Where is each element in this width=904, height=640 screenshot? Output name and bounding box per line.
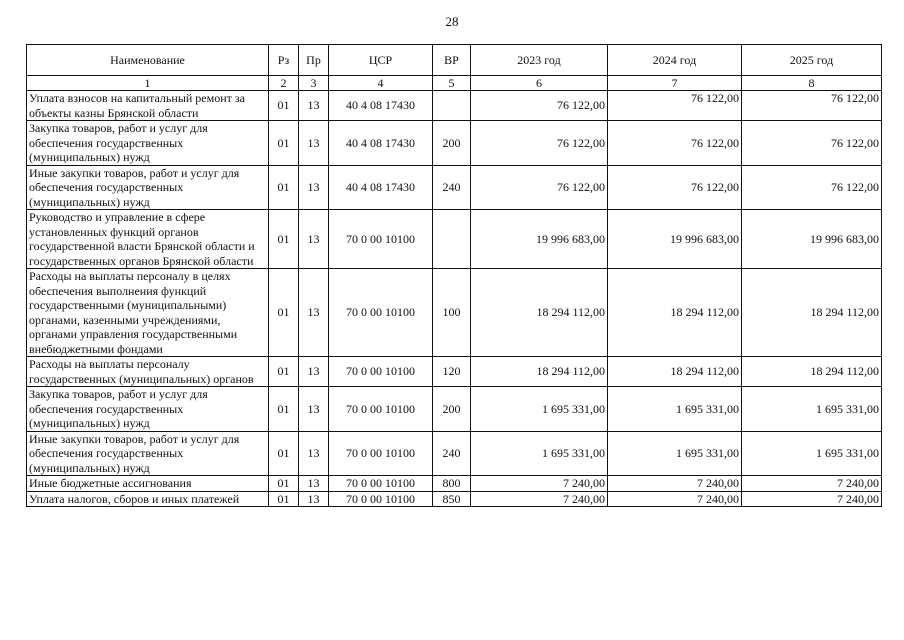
row-vr	[433, 210, 471, 269]
column-number: 7	[608, 76, 742, 91]
row-rz: 01	[269, 210, 299, 269]
column-number: 6	[471, 76, 608, 91]
row-rz: 01	[269, 91, 299, 121]
row-vr: 100	[433, 269, 471, 357]
row-name: Иные бюджетные ассигнования	[27, 476, 269, 492]
row-2025: 7 240,00	[742, 476, 882, 492]
row-csr: 70 0 00 10100	[329, 210, 433, 269]
row-rz: 01	[269, 476, 299, 492]
row-name: Руководство и управление в сфере установленных функций органов государственной власти Брянской области и государственных органов Брянской области	[27, 210, 269, 269]
row-csr: 40 4 08 17430	[329, 165, 433, 210]
row-2023: 18 294 112,00	[471, 357, 608, 387]
row-2024: 7 240,00	[608, 476, 742, 492]
row-name: Иные закупки товаров, работ и услуг для обеспечения государственных (муниципальных) нужд	[27, 165, 269, 210]
row-rz: 01	[269, 121, 299, 166]
row-csr: 70 0 00 10100	[329, 269, 433, 357]
header-vr: ВР	[433, 45, 471, 76]
column-number: 5	[433, 76, 471, 91]
row-pr: 13	[299, 165, 329, 210]
row-2023: 18 294 112,00	[471, 269, 608, 357]
row-name: Уплата взносов на капитальный ремонт за объекты казны Брянской области	[27, 91, 269, 121]
row-2025: 76 122,00	[742, 121, 882, 166]
row-rz: 01	[269, 431, 299, 476]
row-2024: 1 695 331,00	[608, 431, 742, 476]
row-2024: 76 122,00	[608, 121, 742, 166]
header-pr: Пр	[299, 45, 329, 76]
row-2025: 18 294 112,00	[742, 269, 882, 357]
row-csr: 70 0 00 10100	[329, 431, 433, 476]
row-rz: 01	[269, 269, 299, 357]
row-2023: 19 996 683,00	[471, 210, 608, 269]
column-number: 1	[27, 76, 269, 91]
row-2024: 7 240,00	[608, 491, 742, 507]
row-2023: 1 695 331,00	[471, 431, 608, 476]
row-name: Уплата налогов, сборов и иных платежей	[27, 491, 269, 507]
column-number: 8	[742, 76, 882, 91]
header-2025: 2025 год	[742, 45, 882, 76]
budget-table	[26, 44, 882, 507]
row-rz: 01	[269, 491, 299, 507]
row-2025: 7 240,00	[742, 491, 882, 507]
row-name: Закупка товаров, работ и услуг для обеспечения государственных (муниципальных) нужд	[27, 121, 269, 166]
table-row	[27, 476, 882, 492]
row-vr: 200	[433, 121, 471, 166]
table-row	[27, 121, 882, 166]
header-2024: 2024 год	[608, 45, 742, 76]
header-csr: ЦСР	[329, 45, 433, 76]
table-row	[27, 387, 882, 432]
row-2024: 18 294 112,00	[608, 357, 742, 387]
row-csr: 70 0 00 10100	[329, 491, 433, 507]
row-vr: 800	[433, 476, 471, 492]
row-rz: 01	[269, 165, 299, 210]
row-pr: 13	[299, 387, 329, 432]
column-number: 2	[269, 76, 299, 91]
row-vr	[433, 91, 471, 121]
column-number: 3	[299, 76, 329, 91]
row-pr: 13	[299, 491, 329, 507]
row-vr: 850	[433, 491, 471, 507]
row-2023: 76 122,00	[471, 165, 608, 210]
row-pr: 13	[299, 476, 329, 492]
row-2025: 76 122,00	[742, 91, 882, 121]
row-2023: 7 240,00	[471, 491, 608, 507]
row-2024: 76 122,00	[608, 165, 742, 210]
row-2025: 19 996 683,00	[742, 210, 882, 269]
row-2025: 76 122,00	[742, 165, 882, 210]
table-row	[27, 357, 882, 387]
table-row	[27, 91, 882, 121]
row-2024: 76 122,00	[608, 91, 742, 121]
row-2023: 1 695 331,00	[471, 387, 608, 432]
row-vr: 120	[433, 357, 471, 387]
row-name: Закупка товаров, работ и услуг для обеспечения государственных (муниципальных) нужд	[27, 387, 269, 432]
row-2023: 76 122,00	[471, 91, 608, 121]
row-2025: 1 695 331,00	[742, 387, 882, 432]
row-pr: 13	[299, 269, 329, 357]
row-rz: 01	[269, 357, 299, 387]
row-pr: 13	[299, 210, 329, 269]
table-row	[27, 210, 882, 269]
row-csr: 70 0 00 10100	[329, 476, 433, 492]
row-2025: 18 294 112,00	[742, 357, 882, 387]
row-name: Иные закупки товаров, работ и услуг для обеспечения государственных (муниципальных) нужд	[27, 431, 269, 476]
row-2024: 1 695 331,00	[608, 387, 742, 432]
row-2023: 76 122,00	[471, 121, 608, 166]
row-name: Расходы на выплаты персоналу в целях обеспечения выполнения функций государственными (муниципальными) органами, казенными учреждениями, органами управления государственными внебюджетными фондами	[27, 269, 269, 357]
row-2023: 7 240,00	[471, 476, 608, 492]
page-number: 28	[445, 14, 459, 29]
row-pr: 13	[299, 121, 329, 166]
row-vr: 240	[433, 431, 471, 476]
table-row	[27, 165, 882, 210]
column-number-row	[27, 76, 882, 91]
table-row	[27, 431, 882, 476]
row-pr: 13	[299, 357, 329, 387]
header-2023: 2023 год	[471, 45, 608, 76]
row-2025: 1 695 331,00	[742, 431, 882, 476]
header-row	[27, 45, 882, 76]
row-csr: 40 4 08 17430	[329, 91, 433, 121]
row-csr: 40 4 08 17430	[329, 121, 433, 166]
row-2024: 19 996 683,00	[608, 210, 742, 269]
table-row	[27, 269, 882, 357]
column-number: 4	[329, 76, 433, 91]
row-pr: 13	[299, 431, 329, 476]
header-rz: Рз	[269, 45, 299, 76]
table-row	[27, 491, 882, 507]
row-vr: 240	[433, 165, 471, 210]
row-csr: 70 0 00 10100	[329, 387, 433, 432]
header-name: Наименование	[27, 45, 269, 76]
row-vr: 200	[433, 387, 471, 432]
row-csr: 70 0 00 10100	[329, 357, 433, 387]
row-2024: 18 294 112,00	[608, 269, 742, 357]
row-name: Расходы на выплаты персоналу государственных (муниципальных) органов	[27, 357, 269, 387]
row-rz: 01	[269, 387, 299, 432]
row-pr: 13	[299, 91, 329, 121]
